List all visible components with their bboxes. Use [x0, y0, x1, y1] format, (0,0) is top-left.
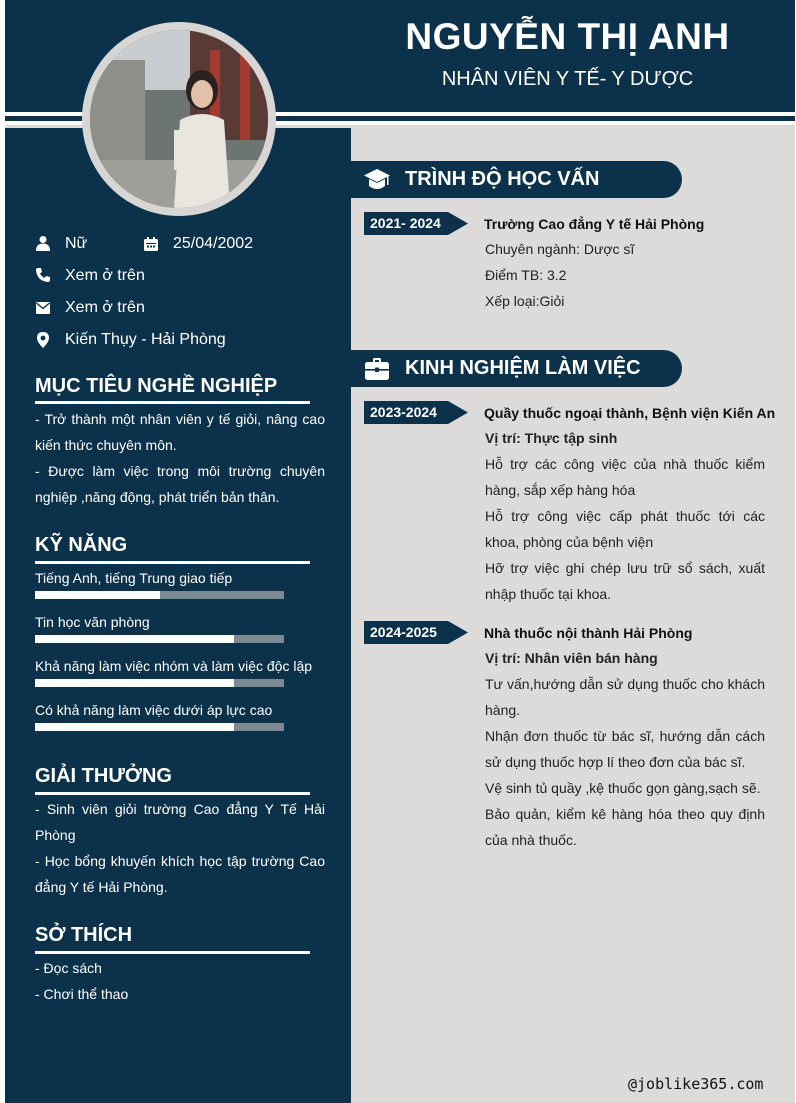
education-banner — [351, 161, 682, 198]
skill-bar-fill — [35, 679, 234, 687]
phone-icon — [35, 267, 51, 283]
divider — [35, 792, 310, 795]
objective-heading: MỤC TIÊU NGHỀ NGHIỆP — [35, 375, 278, 397]
experience-line: Bảo quản, kiểm kê hàng hóa theo quy định của nhà thuốc. — [485, 806, 765, 848]
experience-date: 2023-2024 — [370, 404, 437, 420]
experience-line: Nhận đơn thuốc từ bác sĩ, hướng dẫn cách sử dụng thuốc hợp lí theo đơn của bác sĩ. — [485, 728, 765, 770]
watermark-text: @joblike365.com — [628, 1075, 764, 1093]
date-tag — [364, 212, 468, 235]
mail-icon — [35, 300, 51, 316]
calendar-icon — [143, 236, 159, 252]
birthday-text: 25/04/2002 — [173, 235, 254, 252]
hobby-line: - Chơi thể thao — [35, 986, 129, 1002]
position-text: Vị trí: Nhân viên bán hàng — [485, 650, 658, 666]
company-name: Nhà thuốc nội thành Hải Phòng — [484, 625, 693, 641]
education-line: Chuyên ngành: Dược sĩ — [485, 241, 635, 257]
experience-date: 2024-2025 — [370, 624, 437, 640]
position-text: Vị trí: Thực tập sinh — [485, 430, 618, 446]
skill-label: Tin học văn phòng — [35, 614, 150, 630]
divider — [35, 951, 310, 954]
experience-line: Vệ sinh tủ quầy ,kệ thuốc gọn gàng,sạch sẽ. — [485, 780, 761, 796]
awards-text — [35, 796, 325, 900]
objective-line: - Trở thành một nhân viên y tế giỏi, nâng cao kiến thức chuyên môn. — [35, 411, 325, 453]
award-line: - Học bổng khuyến khích học tập trường Cao đẳng Y tế Hải Phòng. — [35, 853, 325, 895]
experience-line: Hỡ trợ việc ghi chép lưu trữ sổ sách, xuất nhập thuốc tại khoa. — [485, 560, 765, 602]
experience-heading: KINH NGHIỆM LÀM VIỆC — [405, 357, 641, 379]
hobbies-text — [35, 955, 325, 1007]
briefcase-icon — [363, 355, 391, 383]
objective-text — [35, 406, 325, 510]
company-name: Quầy thuốc ngoại thành, Bệnh viện Kiến An — [484, 405, 776, 421]
award-line: - Sinh viên giỏi trường Cao đẳng Y Tế Hải Phòng — [35, 801, 325, 843]
divider — [35, 561, 310, 564]
user-icon — [35, 235, 51, 251]
education-date: 2021- 2024 — [370, 215, 441, 231]
skill-bar-fill — [35, 591, 160, 599]
candidate-name: NGUYỄN THỊ ANH — [405, 16, 730, 57]
education-line: Điểm TB: 3.2 — [485, 267, 567, 283]
email-text: Xem ở trên — [65, 299, 145, 316]
experience-details — [485, 645, 765, 853]
skill-bar-fill — [35, 723, 234, 731]
date-tag — [364, 621, 468, 644]
phone-text: Xem ở trên — [65, 267, 145, 284]
address-text: Kiến Thụy - Hải Phòng — [65, 331, 226, 348]
skill-bar-fill — [35, 635, 234, 643]
awards-heading: GIẢI THƯỞNG — [35, 765, 172, 787]
objective-line: - Được làm việc trong môi trường chuyên nghiệp ,năng động, phát triển bản thân. — [35, 463, 325, 505]
avatar — [90, 30, 268, 208]
location-icon — [35, 332, 51, 348]
hobby-line: - Đọc sách — [35, 960, 102, 976]
experience-line: Hỗ trợ các công việc của nhà thuốc kiểm hàng, sắp xếp hàng hóa — [485, 456, 765, 498]
gender-text: Nữ — [65, 235, 88, 252]
skill-label: Có khả năng làm việc dưới áp lực cao — [35, 702, 273, 718]
hobbies-heading: SỞ THÍCH — [35, 924, 133, 946]
skill-bar — [35, 679, 284, 687]
experience-banner — [351, 350, 682, 387]
skill-bar — [35, 723, 284, 731]
skill-label: Tiếng Anh, tiếng Trung giao tiếp — [35, 570, 233, 586]
education-line: Xếp loại:Giỏi — [485, 293, 565, 309]
divider — [35, 401, 310, 404]
experience-details — [485, 425, 765, 607]
experience-line: Tư vấn,hướng dẫn sử dụng thuốc cho khách hàng. — [485, 676, 765, 718]
date-tag — [364, 401, 468, 424]
skill-bar — [35, 635, 284, 643]
skill-bar — [35, 591, 284, 599]
skill-label: Khả năng làm việc nhóm và làm việc độc lập — [35, 658, 313, 674]
school-name: Trường Cao đẳng Y tế Hải Phòng — [484, 216, 705, 232]
education-details — [485, 236, 765, 314]
job-title: NHÂN VIÊN Y TẾ- Y DƯỢC — [441, 68, 694, 90]
skills-heading: KỸ NĂNG — [35, 534, 128, 556]
experience-line: Hỗ trợ công việc cấp phát thuốc tới các khoa, phòng của bệnh viện — [485, 508, 765, 550]
graduation-cap-icon — [363, 166, 391, 194]
education-heading: TRÌNH ĐỘ HỌC VẤN — [405, 168, 600, 190]
